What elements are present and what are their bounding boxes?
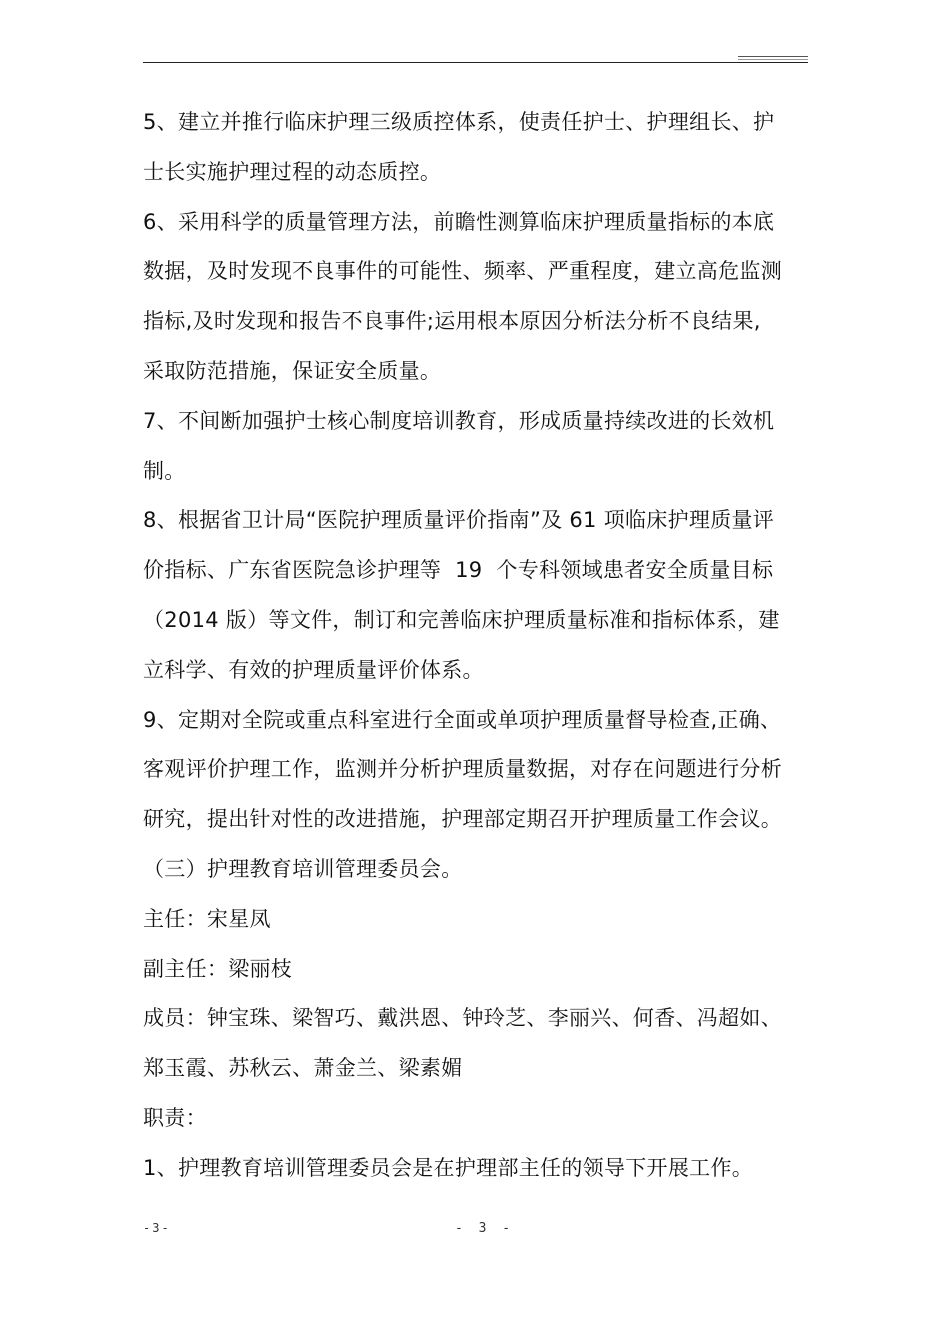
text-line: 6、采用科学的质量管理方法，前瞻性测算临床护理质量指标的本底 (143, 209, 775, 234)
page-number-center: - 3 - (455, 1221, 515, 1236)
text-line: 采取防范措施，保证安全质量。 (143, 358, 442, 383)
text-line: 研究，提出针对性的改进措施，护理部定期召开护理质量工作会议。 (143, 807, 782, 832)
director-line: 主任：宋星凤 (143, 906, 271, 931)
text-line: 8、根据省卫计局“医院护理质量评价指南”及 61 项临床护理质量评 (143, 508, 775, 533)
text-line: 立科学、有效的护理质量评价体系。 (143, 657, 484, 682)
duties-heading: 职责： (143, 1105, 207, 1130)
page-number-left: -3- (143, 1221, 171, 1235)
header-rule (143, 62, 808, 63)
text-line: 制。 (143, 458, 186, 483)
text-line: 数据，及时发现不良事件的可能性、频率、严重程度，建立高危监测 (143, 259, 782, 284)
text-line: 1、护理教育培训管理委员会是在护理部主任的领导下开展工作。 (143, 1155, 754, 1180)
members-line: 郑玉霞、苏秋云、萧金兰、梁素媚 (143, 1056, 463, 1081)
header-mark-secondary (738, 59, 808, 60)
header-mark (738, 56, 808, 57)
text-line: 价指标、广东省医院急诊护理等 19 个专科领域患者安全质量目标 (143, 558, 774, 583)
text-line: （2014 版）等文件，制订和完善临床护理质量标准和指标体系，建 (143, 607, 780, 632)
text-line: 士长实施护理过程的动态质控。 (143, 159, 442, 184)
text-line: 9、定期对全院或重点科室进行全面或单项护理质量督导检查,正确、 (143, 707, 782, 732)
members-line: 成员：钟宝珠、梁智巧、戴洪恩、钟玲芝、李丽兴、何香、冯超如、 (143, 1006, 782, 1031)
text-line: 指标,及时发现和报告不良事件;运用根本原因分析法分析不良结果, (143, 309, 761, 334)
text-line: 5、建立并推行临床护理三级质控体系，使责任护士、护理组长、护 (143, 110, 775, 134)
text-line: 7、不间断加强护士核心制度培训教育，形成质量持续改进的长效机 (143, 408, 775, 433)
text-line: 客观评价护理工作，监测并分析护理质量数据，对存在问题进行分析 (143, 757, 782, 782)
section-heading: （三）护理教育培训管理委员会。 (143, 856, 463, 881)
deputy-director-line: 副主任：梁丽枝 (143, 956, 293, 981)
document-body (143, 98, 823, 1194)
